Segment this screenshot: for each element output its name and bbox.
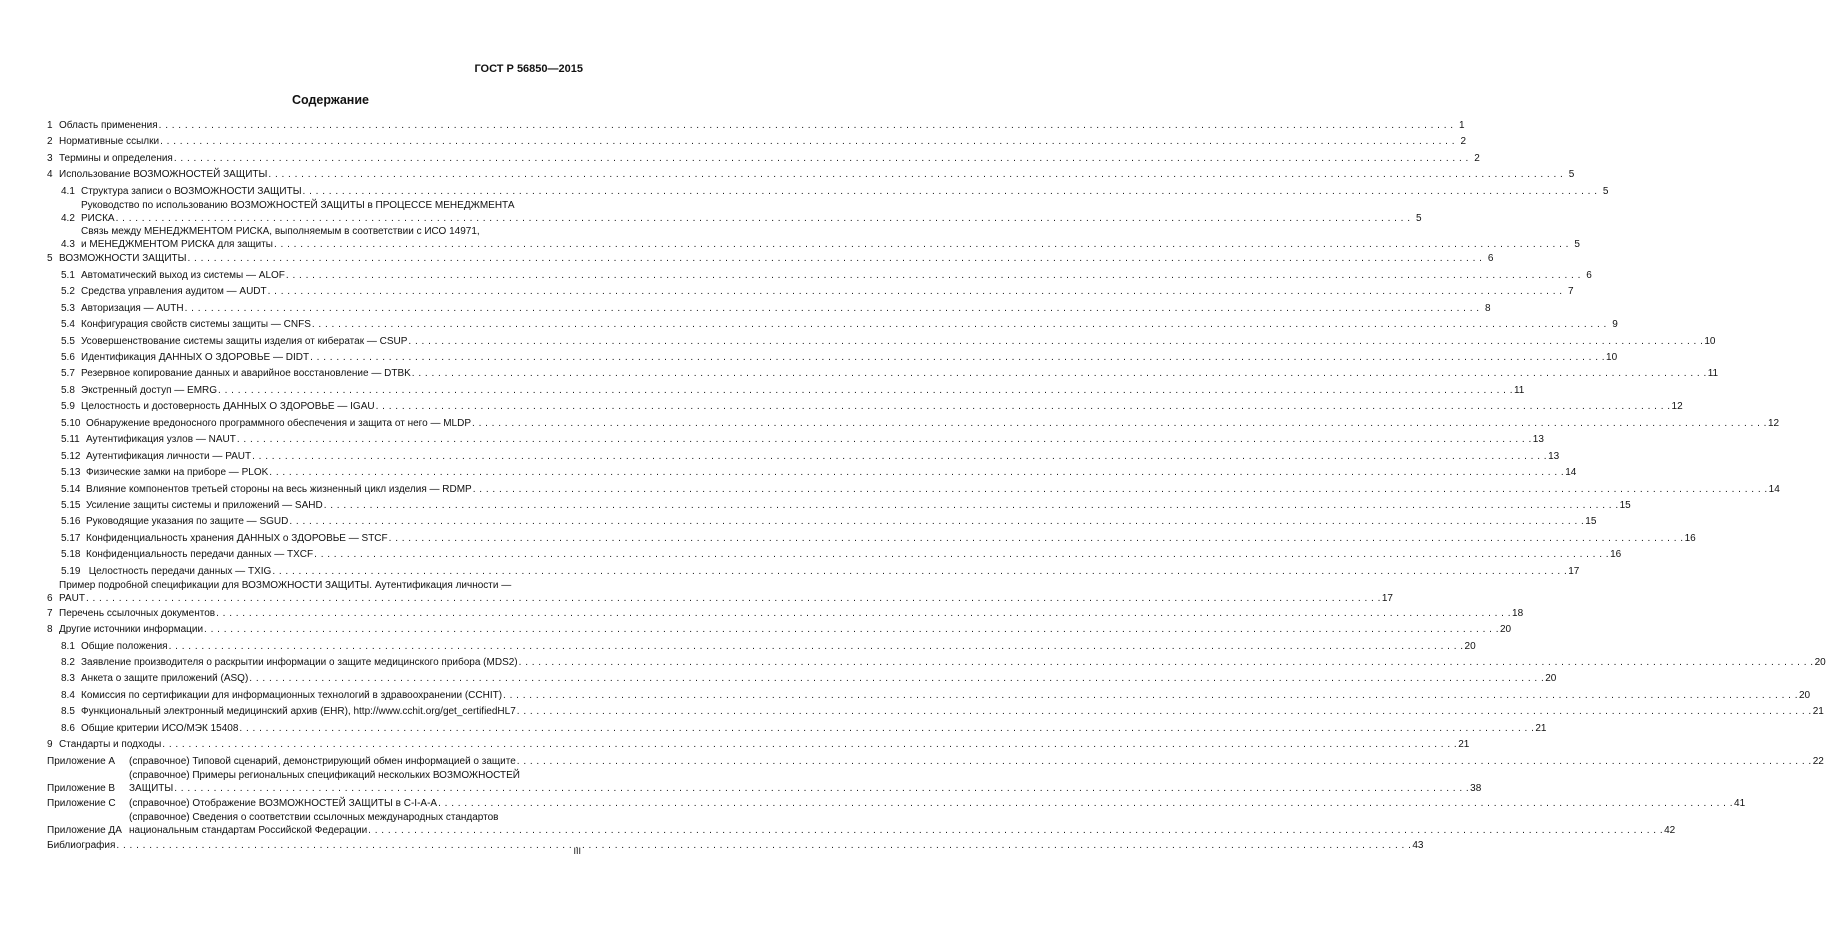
toc-entry[interactable] (47, 655, 1826, 671)
toc-entry-number: 8.3 (61, 673, 75, 685)
toc-entry-title-continuation: РИСКА (81, 212, 115, 224)
toc-entry-page: 20 (1798, 689, 1811, 701)
toc-entry-number: 5.17 (61, 532, 81, 544)
toc-entry-title: Использование ВОЗМОЖНОСТЕЙ ЗАЩИТЫ (59, 169, 268, 181)
toc-entry[interactable] (47, 350, 1618, 366)
toc-entry-title: Область применения (59, 120, 158, 131)
toc-entry-number: 5.8 (61, 384, 75, 396)
toc-entry[interactable] (47, 639, 1476, 655)
dot-leader (116, 213, 1411, 226)
toc-entry-number: 8.5 (61, 706, 75, 718)
toc-entry-page: 20 (1814, 657, 1826, 669)
toc-entry-number: 5.2 (61, 286, 75, 298)
toc-entry-number: 2 (47, 136, 53, 148)
toc-entry-number: 4.3 (61, 238, 75, 250)
toc-entry[interactable] (47, 268, 1592, 284)
toc-entry-page: 14 (1565, 467, 1577, 479)
toc-entry-title: Конфиденциальность хранения ДАННЫХ о ЗДОРОВЬЕ — STCF (86, 532, 388, 544)
toc-entry[interactable] (47, 606, 1524, 622)
toc-entry-page: 5 (1415, 212, 1422, 224)
table-of-contents (47, 118, 1826, 854)
dot-leader (204, 622, 1499, 638)
toc-entry-page: 43 (1412, 839, 1424, 851)
toc-entry[interactable] (47, 334, 1716, 350)
toc-entry-page: 21 (1458, 739, 1470, 751)
toc-entry-title: (справочное) Отображение ВОЗМОЖНОСТЕЙ ЗАЩИТЫ в C-I-A-A (129, 797, 438, 809)
toc-entry-title: Руководящие указания по защите — SGUD (86, 516, 289, 528)
toc-entry-number: 5 (47, 253, 53, 265)
toc-entry[interactable] (47, 225, 1580, 252)
toc-entry-title-continuation: и МЕНЕДЖМЕНТОМ РИСКА для защиты (81, 238, 273, 250)
toc-entry-page: 10 (1704, 335, 1716, 347)
toc-entry[interactable] (47, 167, 1575, 183)
dot-leader (169, 639, 1464, 655)
dot-leader (389, 531, 1684, 547)
toc-entry-page: 9 (1612, 319, 1618, 331)
toc-entry-number: 5.11 (61, 434, 80, 446)
toc-entry-title: Руководство по использованию ВОЗМОЖНОСТЕЙ ЗАЩИТЫ в ПРОЦЕССЕ МЕНЕДЖМЕНТА (81, 200, 515, 212)
toc-entry-page: 21 (1812, 706, 1824, 718)
toc-entry-page: 6 (1487, 253, 1494, 265)
dot-leader (252, 449, 1547, 465)
dot-leader (310, 350, 1605, 366)
toc-entry-page: 13 (1532, 434, 1544, 446)
page-number: III (573, 846, 581, 856)
toc-entry-page: 10 (1606, 352, 1618, 363)
dot-leader (237, 432, 1532, 448)
toc-entry[interactable] (47, 184, 1609, 200)
toc-entry-title: Усовершенствование системы защиты изделия от кибератак — CSUP (81, 335, 408, 347)
toc-entry-number: 5.13 (61, 467, 81, 479)
toc-entry-title: Физические замки на приборе — PLOK (86, 467, 269, 479)
toc-entry-page: 17 (1381, 592, 1393, 604)
toc-entry-title: Функциональный электронный медицинский архив (EHR), http://www.cchit.org/get_certifiedHL7 (81, 706, 516, 718)
toc-entry-page: 6 (1586, 269, 1592, 281)
toc-entry-title-continuation: национальным стандартам Российской Федерации (129, 824, 368, 836)
toc-entry-title: Связь между МЕНЕДЖМЕНТОМ РИСКА, выполняемым в соответствии с ИСО 14971, (81, 225, 480, 237)
dot-leader (249, 671, 1544, 687)
dot-leader (218, 383, 1513, 399)
toc-entry[interactable] (47, 580, 1393, 606)
toc-entry-number: 5.15 (61, 499, 81, 511)
toc-entry-page: 41 (1734, 797, 1746, 809)
toc-entry-title: Термины и определения (59, 152, 173, 164)
toc-entry-title-continuation: PAUT (59, 592, 85, 604)
toc-entry-title: Общие критерии ИСО/МЭК 15408 (81, 722, 239, 734)
toc-entry[interactable] (47, 704, 1824, 720)
toc-entry[interactable] (47, 796, 1746, 812)
toc-entry-title: Влияние компонентов третьей стороны на весь жизненный цикл изделия — RDMP (86, 483, 472, 495)
toc-entry-title: Автоматический выход из системы — ALOF (81, 269, 285, 281)
toc-entry[interactable] (47, 134, 1467, 150)
dot-leader (286, 268, 1581, 284)
dot-leader (269, 465, 1564, 481)
toc-entry[interactable] (47, 465, 1577, 481)
toc-entry-title: Целостность передачи данных — TXIG (86, 565, 272, 577)
toc-entry-number: 5.10 (61, 417, 81, 429)
toc-entry-title-continuation: ЗАЩИТЫ (129, 782, 174, 794)
toc-entry[interactable] (47, 366, 1719, 382)
dot-leader (239, 721, 1534, 737)
dot-leader (185, 301, 1480, 317)
toc-entry-page: 7 (1568, 286, 1574, 298)
toc-entry-title: Целостность и достоверность ДАННЫХ О ЗДОРОВЬЕ — IGAU (81, 401, 375, 413)
toc-entry-page: 17 (1568, 565, 1580, 577)
toc-entry-title: Авторизация — AUTH (81, 302, 184, 314)
toc-entry-page: 15 (1585, 516, 1597, 528)
toc-entry-page: 2 (1474, 152, 1480, 164)
dot-leader (116, 838, 1411, 854)
dot-leader (274, 239, 1569, 252)
toc-entry-title: Обнаружение вредоносного программного обеспечения и защита от него — MLDP (86, 417, 472, 429)
toc-entry-page: 5 (1568, 169, 1575, 181)
toc-entry[interactable] (47, 671, 1557, 687)
toc-entry-number: 5.14 (61, 483, 81, 495)
toc-entry-number: Приложение В (47, 782, 116, 794)
toc-entry-title: Заявление производителя о раскрытии информации о защите медицинского прибора (MDS2) (81, 657, 518, 669)
toc-entry-page: 18 (1512, 607, 1524, 619)
toc-entry[interactable] (47, 449, 1560, 465)
toc-entry-title: Средства управления аудитом — AUDT (81, 286, 267, 298)
dot-leader (216, 606, 1511, 622)
toc-entry-title: Стандарты и подходы (59, 739, 162, 751)
toc-entry-page: 12 (1767, 417, 1780, 429)
toc-entry-number: 8.4 (61, 689, 75, 701)
toc-entry-title: Усиление защиты системы и приложений — SAHD (86, 499, 323, 511)
toc-entry-page: 42 (1664, 824, 1676, 836)
toc-entry[interactable] (47, 118, 1465, 134)
toc-entry-number: 9 (47, 739, 53, 751)
dot-leader (162, 737, 1457, 753)
toc-entry[interactable] (47, 514, 1597, 530)
dot-leader (303, 184, 1598, 200)
dot-leader (472, 416, 1767, 432)
toc-entry[interactable] (47, 498, 1631, 514)
toc-entry-page: 15 (1619, 499, 1631, 511)
toc-entry[interactable] (47, 838, 1424, 854)
toc-entry-title: Библиография (47, 839, 116, 851)
toc-entry[interactable] (47, 564, 1580, 580)
toc-entry[interactable] (47, 200, 1422, 226)
toc-entry[interactable] (47, 399, 1683, 415)
toc-entry-number: 5.12 (61, 450, 81, 462)
toc-entry-page: 11 (1707, 368, 1719, 380)
toc-entry-title: (справочное) Сведения о соответствии ссылочных международных стандартов (129, 812, 499, 824)
dot-leader (473, 482, 1768, 498)
toc-entry-number: 5.16 (61, 516, 81, 528)
dot-leader (268, 167, 1563, 183)
toc-entry-number: 8.6 (61, 722, 75, 734)
dot-leader (376, 399, 1671, 415)
toc-entry-page: 20 (1545, 673, 1557, 685)
toc-entry-page: 5 (1602, 185, 1609, 197)
toc-entry-number: 4 (47, 169, 53, 181)
toc-entry-title: Экстренный доступ — EMRG (81, 384, 218, 396)
toc-entry-page: 8 (1484, 302, 1491, 314)
dot-leader (324, 498, 1619, 514)
toc-entry-page: 16 (1610, 549, 1622, 561)
dot-leader (368, 825, 1663, 838)
dot-leader (174, 151, 1469, 167)
toc-entry-page: 22 (1812, 755, 1824, 767)
toc-entry-page: 20 (1464, 640, 1476, 652)
toc-entry[interactable] (47, 547, 1622, 563)
dot-leader (314, 547, 1609, 563)
toc-entry-number: 6 (47, 592, 53, 604)
document-id: ГОСТ Р 56850—2015 (474, 63, 583, 75)
dot-leader (159, 118, 1454, 134)
toc-entry[interactable] (47, 737, 1470, 753)
toc-entry-number: 4.2 (61, 212, 75, 224)
toc-entry-page: 13 (1548, 450, 1560, 462)
toc-entry[interactable] (47, 812, 1676, 838)
toc-entry[interactable] (47, 317, 1618, 333)
toc-entry-page: 16 (1684, 532, 1696, 544)
toc-entry-number: 5.5 (61, 335, 75, 347)
dot-leader (272, 564, 1567, 580)
toc-entry-number: Приложение С (47, 797, 116, 809)
toc-entry-number: 4.1 (61, 185, 75, 197)
toc-entry-page: 12 (1671, 401, 1683, 413)
toc-entry-title: Резервное копирование данных и аварийное восстановление — DTBK (81, 368, 411, 380)
toc-entry-number: Приложение ДА (47, 824, 122, 836)
toc-entry[interactable] (47, 482, 1780, 498)
toc-entry-page: 20 (1499, 624, 1512, 636)
toc-entry-number: 8.2 (61, 657, 75, 669)
toc-entry-title: Перечень ссылочных документов (59, 607, 216, 619)
toc-entry-title: Пример подробной спецификации для ВОЗМОЖНОСТИ ЗАЩИТЫ. Аутентификация личности — (59, 580, 512, 592)
toc-entry-title: Общие положения (81, 640, 168, 652)
toc-entry-number: 5.6 (61, 352, 75, 363)
dot-leader (517, 754, 1812, 770)
toc-entry-page: 21 (1535, 722, 1547, 734)
toc-entry-number: 8.1 (61, 640, 75, 652)
toc-entry[interactable] (47, 383, 1525, 399)
dot-leader (312, 317, 1607, 333)
toc-entry-number: 5.18 (61, 549, 81, 561)
toc-entry-title: Структура записи о ВОЗМОЖНОСТИ ЗАЩИТЫ (81, 185, 302, 197)
toc-entry-title: ВОЗМОЖНОСТИ ЗАЩИТЫ (59, 253, 187, 265)
toc-entry-title: Конфиденциальность передачи данных — TXCF (86, 549, 314, 561)
toc-entry[interactable] (47, 622, 1512, 638)
toc-entry-number: 1 (47, 120, 53, 131)
toc-entry-number: 5.4 (61, 319, 75, 331)
toc-entry-page: 14 (1768, 483, 1780, 495)
toc-entry-number: 5.1 (61, 269, 75, 281)
toc-entry-title: Анкета о защите приложений (ASQ) (81, 673, 249, 685)
toc-entry[interactable] (47, 251, 1494, 267)
toc-entry[interactable] (47, 754, 1824, 770)
toc-entry-page: 1 (1459, 120, 1465, 131)
toc-entry[interactable] (47, 531, 1696, 547)
toc-entry-number: 7 (47, 607, 53, 619)
dot-leader (408, 334, 1703, 350)
toc-entry[interactable] (47, 721, 1547, 737)
toc-entry-number: 3 (47, 152, 53, 164)
dot-leader (289, 514, 1584, 530)
dot-leader (438, 796, 1733, 812)
toc-entry[interactable] (47, 416, 1780, 432)
toc-entry-title: (справочное) Примеры региональных спецификаций нескольких ВОЗМОЖНОСТЕЙ (129, 770, 520, 782)
toc-entry-title: Нормативные ссылки (59, 136, 160, 148)
toc-entry-title: Другие источники информации (59, 624, 204, 636)
toc-entry-number: 5.19 (61, 565, 81, 577)
toc-entry-title: (справочное) Типовой сценарий, демонстрирующий обмен информацией о защите (129, 755, 516, 767)
dot-leader (160, 134, 1455, 150)
dot-leader (517, 704, 1812, 720)
toc-entry-page: 38 (1470, 782, 1482, 794)
page-title: Содержание (291, 93, 369, 107)
toc-entry[interactable] (47, 688, 1811, 704)
toc-entry-number: 5.9 (61, 401, 75, 413)
dot-leader (503, 688, 1798, 704)
toc-entry[interactable] (47, 432, 1544, 448)
toc-entry[interactable] (47, 301, 1491, 317)
toc-entry-title: Аутентификация личности — PAUT (86, 450, 252, 462)
dot-leader (412, 366, 1707, 382)
toc-entry-number: Приложение А (47, 755, 116, 767)
toc-entry[interactable] (47, 284, 1574, 300)
toc-entry-page: 11 (1513, 384, 1525, 396)
dot-leader (268, 284, 1563, 300)
toc-entry-title: Конфигурация свойств системы защиты — CNFS (81, 319, 311, 331)
toc-entry-number: 5.3 (61, 302, 75, 314)
dot-leader (174, 783, 1469, 796)
toc-entry-number: 8 (47, 624, 53, 636)
toc-entry-title: Идентификация ДАННЫХ О ЗДОРОВЬЕ — DIDT (81, 352, 310, 363)
dot-leader (86, 593, 1381, 606)
toc-entry-page: 5 (1574, 238, 1580, 250)
toc-entry[interactable] (47, 151, 1480, 167)
toc-entry-title: Аутентификация узлов — NAUT (86, 434, 236, 446)
toc-entry[interactable] (47, 770, 1482, 796)
dot-leader (519, 655, 1814, 671)
toc-entry-title: Комиссия по сертификации для информационных технологий в здравоохранении (CCHIT) (81, 689, 503, 701)
dot-leader (187, 251, 1482, 267)
toc-entry-page: 2 (1460, 136, 1467, 148)
toc-entry-number: 5.7 (61, 368, 75, 380)
